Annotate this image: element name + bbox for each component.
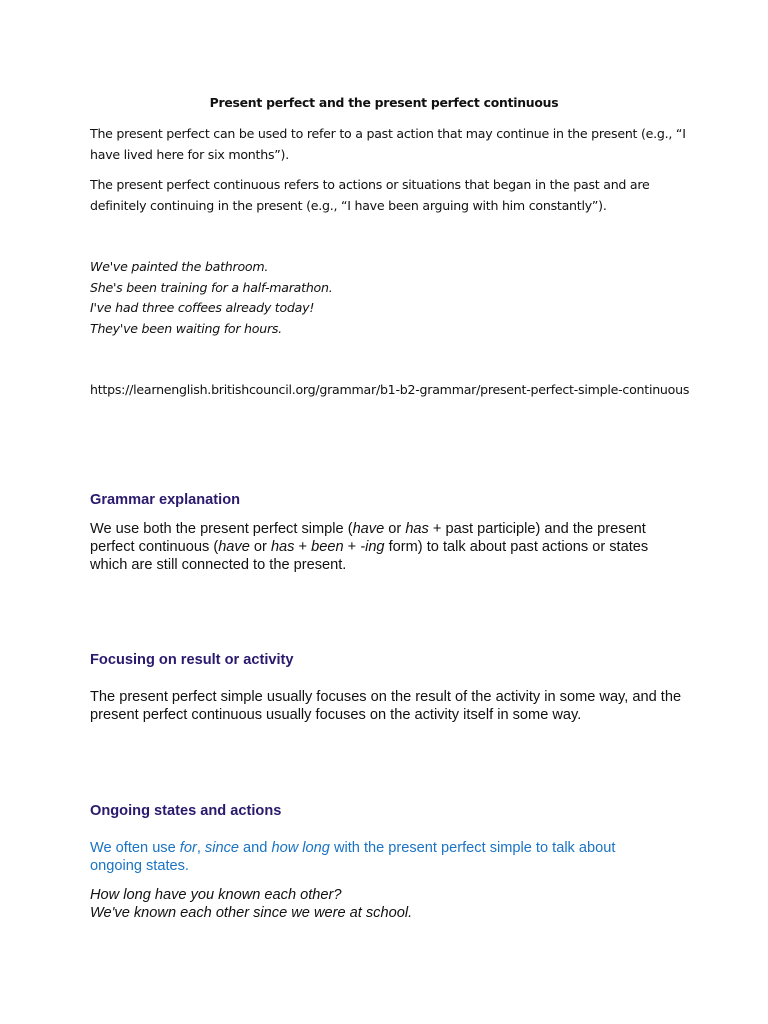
text-fragment: We use both the present perfect simple ( xyxy=(90,521,353,537)
term-has: has xyxy=(270,539,295,555)
example-sentence: They've been waiting for hours. xyxy=(90,320,282,336)
term-been: been xyxy=(311,539,344,555)
source-url: https://learnenglish.britishcouncil.org/grammar/b1-b2-grammar/present-perfect-simple-continuous xyxy=(90,382,690,397)
text-fragment: or xyxy=(384,521,406,537)
ongoing-text xyxy=(90,839,650,875)
text-fragment: + past participle) and the present perfect continuous ( xyxy=(90,521,646,555)
term-how-long: how long xyxy=(271,840,330,856)
example-sentence: How long have you known each other? xyxy=(90,887,342,903)
focusing-text: The present perfect simple usually focuses on the result of the activity in some way, and the present perfect continuous usually focuses on the activity itself in some way. xyxy=(90,689,682,723)
example-sentence: We've painted the bathroom. xyxy=(90,259,269,274)
ongoing-example-sentences xyxy=(90,886,690,922)
focusing-heading: Focusing on result or activity xyxy=(90,652,294,668)
example-sentence: She's been training for a half-marathon. xyxy=(90,279,333,295)
intro-paragraph-present-perfect-continuous: The present perfect continuous refers to actions or situations that began in the past and are definitely continuing in the present (e.g., “I have been arguing with him constantly”). xyxy=(90,177,650,213)
text-fragment: + xyxy=(294,539,312,555)
term-have: have xyxy=(352,521,385,537)
text-fragment: and xyxy=(239,840,272,856)
grammar-explanation-heading: Grammar explanation xyxy=(90,492,241,508)
grammar-explanation-text xyxy=(90,520,680,574)
text-fragment: form) to talk about past actions or states which are still connected to the present. xyxy=(90,539,649,573)
example-sentences xyxy=(90,257,690,339)
text-fragment: We often use xyxy=(90,840,180,856)
text-fragment: with the present perfect simple to talk about ongoing states. xyxy=(90,840,616,874)
text-fragment: + xyxy=(343,539,361,555)
text-fragment: or xyxy=(249,539,271,555)
text-fragment: , xyxy=(196,840,205,856)
example-sentence: I've had three coffees already today! xyxy=(90,300,315,315)
term-for: for xyxy=(179,840,197,856)
term-has: has xyxy=(405,521,429,537)
term-since: since xyxy=(204,840,239,856)
term-ing: -ing xyxy=(360,539,385,555)
term-have: have xyxy=(218,539,250,555)
page-title: Present perfect and the present perfect continuous xyxy=(209,95,559,110)
intro-paragraph-present-perfect: The present perfect can be used to refer to a past action that may continue in the present (e.g., “I have lived here for six months”). xyxy=(90,126,686,162)
ongoing-heading: Ongoing states and actions xyxy=(90,803,282,819)
example-sentence: We've known each other since we were at school. xyxy=(90,905,413,921)
